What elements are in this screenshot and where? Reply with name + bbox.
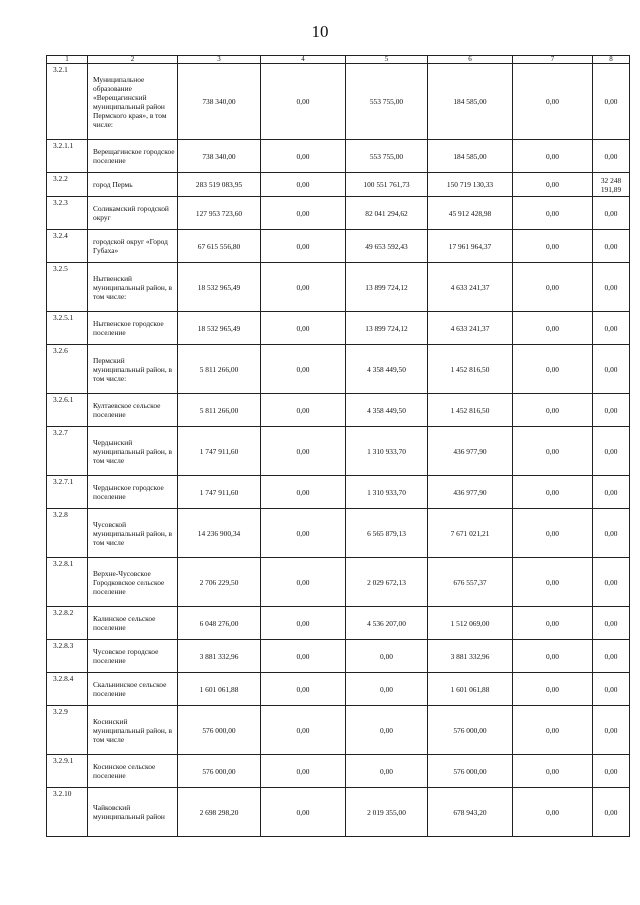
row-value: 0,00	[513, 788, 593, 837]
row-value: 4 536 207,00	[346, 607, 428, 640]
row-name: Култаевское сельское поселение	[88, 394, 178, 427]
row-value: 67 615 556,80	[178, 230, 261, 263]
row-name: Соликамский городской округ	[88, 197, 178, 230]
row-value: 576 000,00	[428, 755, 513, 788]
row-name: Верещагинское городское поселение	[88, 140, 178, 173]
row-value: 283 519 083,95	[178, 173, 261, 197]
row-value: 553 755,00	[346, 64, 428, 140]
row-value: 0,00	[593, 345, 630, 394]
row-value: 2 698 298,20	[178, 788, 261, 837]
row-value: 0,00	[261, 706, 346, 755]
row-value: 0,00	[261, 607, 346, 640]
row-value: 0,00	[513, 173, 593, 197]
table-row	[47, 706, 630, 755]
row-value: 0,00	[261, 394, 346, 427]
row-value: 553 755,00	[346, 140, 428, 173]
row-code: 3.2.5.1	[47, 312, 88, 345]
row-value: 0,00	[513, 64, 593, 140]
row-value: 0,00	[261, 427, 346, 476]
row-code: 3.2.8.1	[47, 558, 88, 607]
row-code: 3.2.8.2	[47, 607, 88, 640]
table-row	[47, 394, 630, 427]
row-value: 0,00	[593, 607, 630, 640]
table-row	[47, 312, 630, 345]
row-value: 0,00	[593, 788, 630, 837]
table-row	[47, 673, 630, 706]
row-value: 5 811 266,00	[178, 394, 261, 427]
row-name: Пермский муниципальный район, в том числе:	[88, 345, 178, 394]
column-header: 6	[428, 56, 513, 64]
row-value: 0,00	[593, 673, 630, 706]
table-row	[47, 197, 630, 230]
row-value: 1 452 816,50	[428, 394, 513, 427]
row-value: 0,00	[513, 394, 593, 427]
row-value: 127 953 723,60	[178, 197, 261, 230]
row-value: 100 551 761,73	[346, 173, 428, 197]
row-value: 738 340,00	[178, 64, 261, 140]
row-code: 3.2.3	[47, 197, 88, 230]
row-value: 0,00	[513, 197, 593, 230]
row-value: 1 747 911,60	[178, 427, 261, 476]
row-value: 0,00	[513, 607, 593, 640]
row-value: 0,00	[593, 197, 630, 230]
row-value: 0,00	[593, 312, 630, 345]
row-name: Косинское сельское поселение	[88, 755, 178, 788]
row-value: 0,00	[513, 230, 593, 263]
row-value: 0,00	[593, 230, 630, 263]
row-value: 0,00	[261, 558, 346, 607]
row-value: 0,00	[513, 673, 593, 706]
row-value: 0,00	[593, 755, 630, 788]
row-value: 45 912 428,98	[428, 197, 513, 230]
row-value: 4 358 449,50	[346, 345, 428, 394]
row-value: 0,00	[261, 673, 346, 706]
row-name: Чердынское городское поселение	[88, 476, 178, 509]
row-value: 49 653 592,43	[346, 230, 428, 263]
table-row	[47, 427, 630, 476]
row-value: 0,00	[513, 312, 593, 345]
row-name: Калинское сельское поселение	[88, 607, 178, 640]
row-value: 3 881 332,96	[428, 640, 513, 673]
row-code: 3.2.1.1	[47, 140, 88, 173]
row-value: 0,00	[593, 64, 630, 140]
page-number: 10	[311, 22, 329, 41]
row-value: 0,00	[261, 197, 346, 230]
row-code: 3.2.2	[47, 173, 88, 197]
row-value: 0,00	[261, 755, 346, 788]
row-value: 150 719 130,33	[428, 173, 513, 197]
row-value: 0,00	[261, 509, 346, 558]
row-value: 0,00	[593, 640, 630, 673]
table-row	[47, 640, 630, 673]
row-value: 0,00	[593, 427, 630, 476]
row-name: Чердынский муниципальный район, в том числе	[88, 427, 178, 476]
row-value: 0,00	[513, 640, 593, 673]
row-value: 0,00	[513, 427, 593, 476]
table-row	[47, 64, 630, 140]
row-value: 0,00	[261, 640, 346, 673]
row-value: 0,00	[261, 345, 346, 394]
row-value: 7 671 021,21	[428, 509, 513, 558]
row-code: 3.2.10	[47, 788, 88, 837]
row-value: 576 000,00	[178, 706, 261, 755]
row-name: Чусовской муниципальный район, в том числе	[88, 509, 178, 558]
row-code: 3.2.5	[47, 263, 88, 312]
row-value: 678 943,20	[428, 788, 513, 837]
row-value: 0,00	[346, 755, 428, 788]
table-row	[47, 140, 630, 173]
row-code: 3.2.7.1	[47, 476, 88, 509]
column-header: 3	[178, 56, 261, 64]
row-value: 2 019 355,00	[346, 788, 428, 837]
row-value: 2 706 229,50	[178, 558, 261, 607]
row-value: 0,00	[513, 706, 593, 755]
row-value: 0,00	[593, 140, 630, 173]
row-value: 5 811 266,00	[178, 345, 261, 394]
table-row	[47, 755, 630, 788]
row-value: 6 048 276,00	[178, 607, 261, 640]
row-value: 0,00	[593, 558, 630, 607]
row-value: 0,00	[261, 476, 346, 509]
row-code: 3.2.4	[47, 230, 88, 263]
row-value: 0,00	[513, 509, 593, 558]
row-value: 436 977,90	[428, 427, 513, 476]
row-value: 0,00	[593, 263, 630, 312]
row-name: Нытвенский муниципальный район, в том числе:	[88, 263, 178, 312]
row-value: 0,00	[513, 140, 593, 173]
row-value: 0,00	[593, 476, 630, 509]
row-value: 0,00	[513, 558, 593, 607]
row-value: 0,00	[261, 788, 346, 837]
row-value: 4 633 241,37	[428, 312, 513, 345]
table-row	[47, 558, 630, 607]
row-name: Муниципальное образование «Верещагинский муниципальный район Пермского края», в том числе:	[88, 64, 178, 140]
row-value: 1 512 069,00	[428, 607, 513, 640]
row-value: 18 532 965,49	[178, 263, 261, 312]
row-code: 3.2.6.1	[47, 394, 88, 427]
row-value: 82 041 294,62	[346, 197, 428, 230]
row-value: 0,00	[513, 263, 593, 312]
column-header: 7	[513, 56, 593, 64]
row-value: 0,00	[346, 640, 428, 673]
column-header: 4	[261, 56, 346, 64]
table-row	[47, 263, 630, 312]
row-value: 0,00	[261, 140, 346, 173]
row-value: 0,00	[346, 673, 428, 706]
row-value: 0,00	[513, 755, 593, 788]
row-name: Нытвенское городское поселение	[88, 312, 178, 345]
column-header: 8	[593, 56, 630, 64]
row-value: 436 977,90	[428, 476, 513, 509]
table-row	[47, 788, 630, 837]
table-row	[47, 509, 630, 558]
row-value: 0,00	[261, 173, 346, 197]
row-code: 3.2.7	[47, 427, 88, 476]
column-header: 1	[47, 56, 88, 64]
row-value: 0,00	[261, 64, 346, 140]
header-row	[47, 56, 630, 64]
row-value: 13 899 724,12	[346, 312, 428, 345]
row-code: 3.2.1	[47, 64, 88, 140]
row-code: 3.2.8.4	[47, 673, 88, 706]
row-value: 4 358 449,50	[346, 394, 428, 427]
row-code: 3.2.6	[47, 345, 88, 394]
row-value: 0,00	[346, 706, 428, 755]
row-name: Скальнинское сельское поселение	[88, 673, 178, 706]
row-value: 576 000,00	[178, 755, 261, 788]
table-row	[47, 173, 630, 197]
budget-table	[46, 55, 630, 837]
row-value: 0,00	[261, 263, 346, 312]
row-value: 0,00	[261, 230, 346, 263]
row-value: 6 565 879,13	[346, 509, 428, 558]
row-code: 3.2.9	[47, 706, 88, 755]
row-value: 17 961 964,37	[428, 230, 513, 263]
row-value: 14 236 900,34	[178, 509, 261, 558]
row-value: 1 601 061,88	[178, 673, 261, 706]
row-name: Верхне-Чусовское Городковское сельское поселение	[88, 558, 178, 607]
row-value: 0,00	[593, 509, 630, 558]
row-value: 1 452 816,50	[428, 345, 513, 394]
row-value: 1 747 911,60	[178, 476, 261, 509]
column-header: 5	[346, 56, 428, 64]
table-row	[47, 345, 630, 394]
row-value: 0,00	[513, 476, 593, 509]
table-row	[47, 476, 630, 509]
row-code: 3.2.8.3	[47, 640, 88, 673]
row-name: Косинский муниципальный район, в том числе	[88, 706, 178, 755]
row-value: 3 881 332,96	[178, 640, 261, 673]
row-value: 0,00	[593, 394, 630, 427]
row-code: 3.2.8	[47, 509, 88, 558]
row-name: Чайковский муниципальный район	[88, 788, 178, 837]
row-value: 0,00	[593, 706, 630, 755]
column-header: 2	[88, 56, 178, 64]
row-value: 1 310 933,70	[346, 427, 428, 476]
row-value: 4 633 241,37	[428, 263, 513, 312]
row-name: город Пермь	[88, 173, 178, 197]
table-row	[47, 607, 630, 640]
row-code: 3.2.9.1	[47, 755, 88, 788]
row-name: Чусовское городское поселение	[88, 640, 178, 673]
row-value: 676 557,37	[428, 558, 513, 607]
row-value: 0,00	[261, 312, 346, 345]
row-value: 13 899 724,12	[346, 263, 428, 312]
row-value: 184 585,00	[428, 64, 513, 140]
row-value: 1 310 933,70	[346, 476, 428, 509]
row-value: 0,00	[513, 345, 593, 394]
row-value: 18 532 965,49	[178, 312, 261, 345]
row-value: 184 585,00	[428, 140, 513, 173]
table-row	[47, 230, 630, 263]
row-value: 1 601 061,88	[428, 673, 513, 706]
row-value: 2 029 672,13	[346, 558, 428, 607]
row-value: 32 248 191,89	[593, 173, 630, 197]
row-name: городской округ «Город Губаха»	[88, 230, 178, 263]
row-value: 738 340,00	[178, 140, 261, 173]
row-value: 576 000,00	[428, 706, 513, 755]
